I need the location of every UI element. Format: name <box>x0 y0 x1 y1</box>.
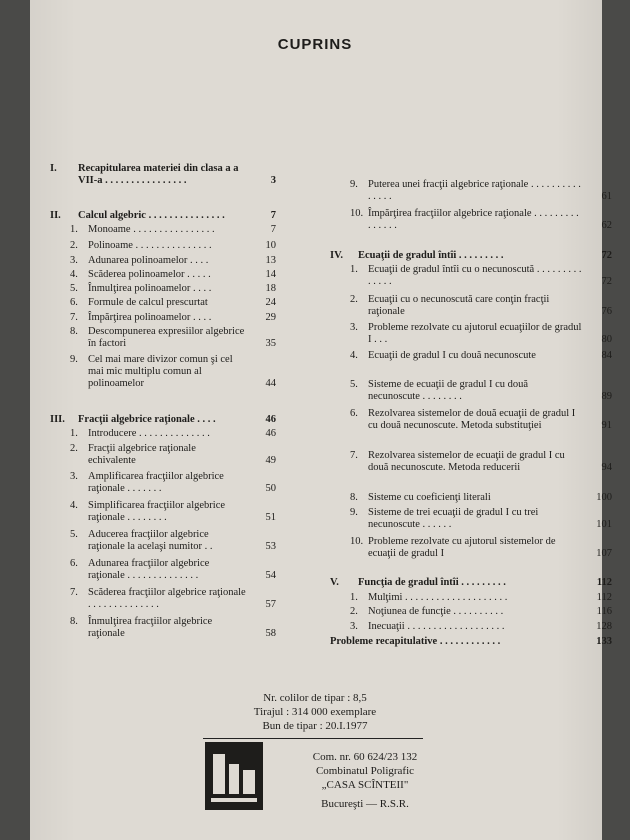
toc-entry <box>330 208 612 232</box>
toc-entry-number: 2. <box>70 443 78 454</box>
toc-entry <box>50 269 276 281</box>
toc-entry-page: 49 <box>265 455 276 466</box>
toc-entry-page: 107 <box>596 548 612 559</box>
toc-entry-title: Ecuaţii cu o necunoscută care conţin fracţii raţionale <box>368 294 550 317</box>
toc-entry-number: 3. <box>70 255 78 266</box>
toc-entry-number: 10. <box>350 208 364 219</box>
toc-entry <box>50 224 276 236</box>
toc-entry <box>330 294 612 318</box>
toc-entry-page: 53 <box>265 541 276 552</box>
toc-entry-page: 46 <box>265 414 276 425</box>
toc-entry-page: 133 <box>596 636 612 647</box>
toc-entry-number: 4. <box>70 269 78 280</box>
toc-entry <box>50 471 276 495</box>
toc-entry-title: Introducere . . . . . . . . . . . . . . <box>88 428 210 439</box>
print-info-colls: Nr. colilor de tipar : 8,5 <box>263 692 367 704</box>
toc-entry <box>330 636 612 648</box>
toc-entry <box>330 592 612 604</box>
toc-entry-title: Formule de calcul prescurtat <box>88 297 208 308</box>
toc-entry-page: 94 <box>601 462 612 473</box>
toc-entry <box>50 297 276 309</box>
toc-entry-title: Sisteme de trei ecuaţii de gradul I cu trei necunoscute . . . . . . <box>368 507 539 530</box>
toc-entry <box>50 414 276 426</box>
toc-entry-page: 18 <box>265 283 276 294</box>
toc-entry-number: 3. <box>350 322 358 333</box>
toc-entry <box>50 428 276 440</box>
toc-entry-page: 10 <box>265 240 276 251</box>
toc-entry-page: 61 <box>601 191 612 202</box>
print-info-date: Bun de tipar : 20.I.1977 <box>262 720 368 732</box>
toc-entry-number: 8. <box>350 492 358 503</box>
toc-entry-title: Rezolvarea sistemelor de două ecuaţii de gradul I cu două necunoscute. Metoda substituţiei <box>368 408 576 431</box>
toc-entry-page: 54 <box>265 570 276 581</box>
toc-entry-title: Adunarea polinoamelor . . . . <box>88 255 209 266</box>
toc-entry <box>330 379 612 403</box>
toc-entry-title: Aducerea fracţiilor algebrice raţionale la acelaşi numitor . . <box>88 529 213 552</box>
publisher-rule <box>203 738 423 739</box>
toc-entry-page: 112 <box>596 577 612 588</box>
toc-entry <box>50 240 276 252</box>
toc-entry-title: Probleme rezolvate cu ajutorul sistemelor de ecuaţii de gradul I <box>368 536 556 559</box>
toc-entry-number: 9. <box>70 354 78 365</box>
toc-entry <box>330 179 612 203</box>
toc-entry-page: 7 <box>270 210 276 221</box>
toc-entry-number: 4. <box>350 350 358 361</box>
toc-entry-page: 100 <box>596 492 612 503</box>
toc-entry-title: Împărţirea polinoamelor . . . . <box>88 312 212 323</box>
toc-entry <box>50 500 276 524</box>
toc-entry-page: 3 <box>270 175 276 186</box>
toc-entry-title: Ecuaţii de gradul întîi cu o necunoscută . . . . . . . . . . . . . . <box>368 264 582 287</box>
toc-entry-page: 101 <box>596 519 612 530</box>
toc-entry-page: 44 <box>265 378 276 389</box>
toc-entry <box>50 283 276 295</box>
toc-entry-title: Împărţirea fracţiilor algebrice raţionale . . . . . . . . . . . . . . . <box>368 208 579 231</box>
toc-entry-number: I. <box>50 163 57 174</box>
toc-entry-number: 3. <box>70 471 78 482</box>
toc-entry-page: 84 <box>601 350 612 361</box>
toc-entry <box>50 616 276 640</box>
toc-entry-title: Ecuaţii de gradul întîi . . . . . . . . . <box>358 250 504 261</box>
toc-entry-number: II. <box>50 210 61 221</box>
toc-entry-number: 1. <box>70 224 78 235</box>
toc-entry-title: Funcţia de gradul întîi . . . . . . . . . <box>358 577 506 588</box>
toc-entry-number: 9. <box>350 179 358 190</box>
toc-entry <box>330 606 612 618</box>
toc-entry-number: 1. <box>350 264 358 275</box>
toc-entry <box>50 163 276 187</box>
toc-entry-title: Rezolvarea sistemelor de ecuaţii de gradul I cu două necunoscute. Metoda reducerii <box>368 450 565 473</box>
toc-entry-number: IV. <box>330 250 343 261</box>
toc-entry-number: 5. <box>70 283 78 294</box>
toc-entry-number: 6. <box>350 408 358 419</box>
toc-entry-title: Monoame . . . . . . . . . . . . . . . . <box>88 224 215 235</box>
toc-entry <box>330 250 612 262</box>
toc-entry <box>330 450 612 474</box>
toc-entry-title: Fracţii algebrice raţionale . . . . <box>78 414 216 425</box>
toc-entry-number: 8. <box>70 616 78 627</box>
toc-entry-number: 5. <box>70 529 78 540</box>
publisher-house: „CASA SCÎNTEII" <box>321 779 409 791</box>
toc-entry-title: Puterea unei fracţii algebrice raţionale . . . . . . . . . . . . . . . <box>368 179 581 202</box>
toc-entry-title: Cel mai mare divizor comun şi cel mai mic multiplu comun al polinoamelor <box>88 354 233 389</box>
toc-entry <box>330 507 612 531</box>
page-title: CUPRINS <box>277 36 353 53</box>
toc-entry-page: 51 <box>265 512 276 523</box>
toc-entry-number: 10. <box>350 536 364 547</box>
toc-entry-page: 72 <box>601 250 612 261</box>
toc-entry-page: 35 <box>265 338 276 349</box>
toc-entry-number: 1. <box>350 592 358 603</box>
toc-entry-title: Simplificarea fracţiilor algebrice raţionale . . . . . . . . <box>88 500 226 523</box>
toc-entry-number: 9. <box>350 507 358 518</box>
toc-entry-number: 7. <box>350 450 358 461</box>
toc-entry <box>50 587 276 611</box>
toc-entry-title: Recapitularea materiei din clasa a a VII-a . . . . . . . . . . . . . . . . <box>78 163 239 186</box>
publisher-city: Bucureşti — R.S.R. <box>321 798 409 810</box>
toc-entry-number: 6. <box>70 297 78 308</box>
toc-entry-page: 76 <box>601 306 612 317</box>
toc-entry-title: Probleme rezolvate cu ajutorul ecuaţiilor de gradul I . . . <box>368 322 582 345</box>
toc-entry-page: 128 <box>596 621 612 632</box>
toc-entry-page: 91 <box>601 420 612 431</box>
toc-entry-page: 116 <box>596 606 612 617</box>
toc-entry-page: 112 <box>596 592 612 603</box>
toc-entry-title: Sisteme cu coeficienţi literali <box>368 492 491 503</box>
toc-entry-number: 2. <box>350 294 358 305</box>
toc-entry-number: 5. <box>350 379 358 390</box>
toc-entry <box>330 408 612 432</box>
toc-entry-page: 29 <box>265 312 276 323</box>
toc-entry-number: 2. <box>70 240 78 251</box>
toc-entry-page: 80 <box>601 334 612 345</box>
toc-entry-page: 57 <box>265 599 276 610</box>
toc-entry-title: Polinoame . . . . . . . . . . . . . . . <box>88 240 212 251</box>
toc-entry-title: Amplificarea fracţiilor algebrice raţionale . . . . . . . <box>88 471 224 494</box>
toc-entry-title: Sisteme de ecuaţii de gradul I cu două necunoscute . . . . . . . . <box>368 379 529 402</box>
toc-entry-page: 24 <box>265 297 276 308</box>
toc-entry <box>50 443 276 467</box>
toc-entry-number: V. <box>330 577 339 588</box>
toc-entry-title: Noţiunea de funcţie . . . . . . . . . . <box>368 606 504 617</box>
toc-entry-number: III. <box>50 414 65 425</box>
toc-entry <box>50 529 276 553</box>
toc-entry-title: Ecuaţii de gradul I cu două necunoscute <box>368 350 536 361</box>
toc-entry-page: 50 <box>265 483 276 494</box>
toc-entry-title: Inecuaţii . . . . . . . . . . . . . . . . . . . <box>368 621 505 632</box>
toc-entry-page: 46 <box>265 428 276 439</box>
publisher-name: Combinatul Poligrafic <box>315 765 415 777</box>
publisher-order: Com. nr. 60 624/23 132 <box>312 751 418 763</box>
toc-entry-page: 89 <box>601 391 612 402</box>
toc-entry-number: 8. <box>70 326 78 337</box>
toc-entry <box>50 312 276 324</box>
toc-entry-page: 72 <box>601 276 612 287</box>
toc-entry <box>50 255 276 267</box>
toc-entry-number: 2. <box>350 606 358 617</box>
toc-entry <box>50 558 276 582</box>
toc-entry <box>330 492 612 504</box>
toc-entry <box>330 322 612 346</box>
toc-entry <box>330 536 612 560</box>
toc-entry <box>330 577 612 589</box>
toc-entry <box>330 264 612 288</box>
toc-entry-page: 7 <box>270 224 276 235</box>
toc-entry <box>50 354 276 390</box>
toc-entry-number: 6. <box>70 558 78 569</box>
toc-entry-title: Fracţii algebrice raţionale echivalente <box>88 443 196 466</box>
publisher-logo <box>203 740 265 812</box>
toc-entry-number: 3. <box>350 621 358 632</box>
toc-entry-page: 58 <box>265 628 276 639</box>
toc-entry-page: 13 <box>265 255 276 266</box>
toc-entry-title: Calcul algebric . . . . . . . . . . . . . . . <box>78 210 225 221</box>
toc-entry-number: 4. <box>70 500 78 511</box>
toc-entry <box>50 210 276 222</box>
toc-entry-title: Înmulţirea polinoamelor . . . . <box>88 283 212 294</box>
toc-entry-number: 1. <box>70 428 78 439</box>
toc-entry-page: 14 <box>265 269 276 280</box>
toc-entry-title: Înmulţirea fracţiilor algebrice raţionale <box>88 616 213 639</box>
toc-entry-title: Probleme recapitulative . . . . . . . . . . . . <box>330 636 501 647</box>
toc-entry <box>330 350 612 362</box>
toc-entry-title: Descompunerea expresiilor algebrice în factori <box>88 326 245 349</box>
toc-entry-title: Adunarea fracţiilor algebrice raţionale . . . . . . . . . . . . . . <box>88 558 210 581</box>
print-info-run: Tirajul : 314 000 exemplare <box>253 706 377 718</box>
toc-entry-title: Scăderea fracţiilor algebrice raţionale . . . . . . . . . . . . . . <box>88 587 246 610</box>
toc-entry-number: 7. <box>70 587 78 598</box>
toc-entry <box>330 621 612 633</box>
toc-entry <box>50 326 276 350</box>
toc-entry-title: Scăderea polinoamelor . . . . . <box>88 269 211 280</box>
toc-entry-page: 62 <box>601 220 612 231</box>
toc-entry-title: Mulţimi . . . . . . . . . . . . . . . . . . . . <box>368 592 508 603</box>
toc-entry-number: 7. <box>70 312 78 323</box>
